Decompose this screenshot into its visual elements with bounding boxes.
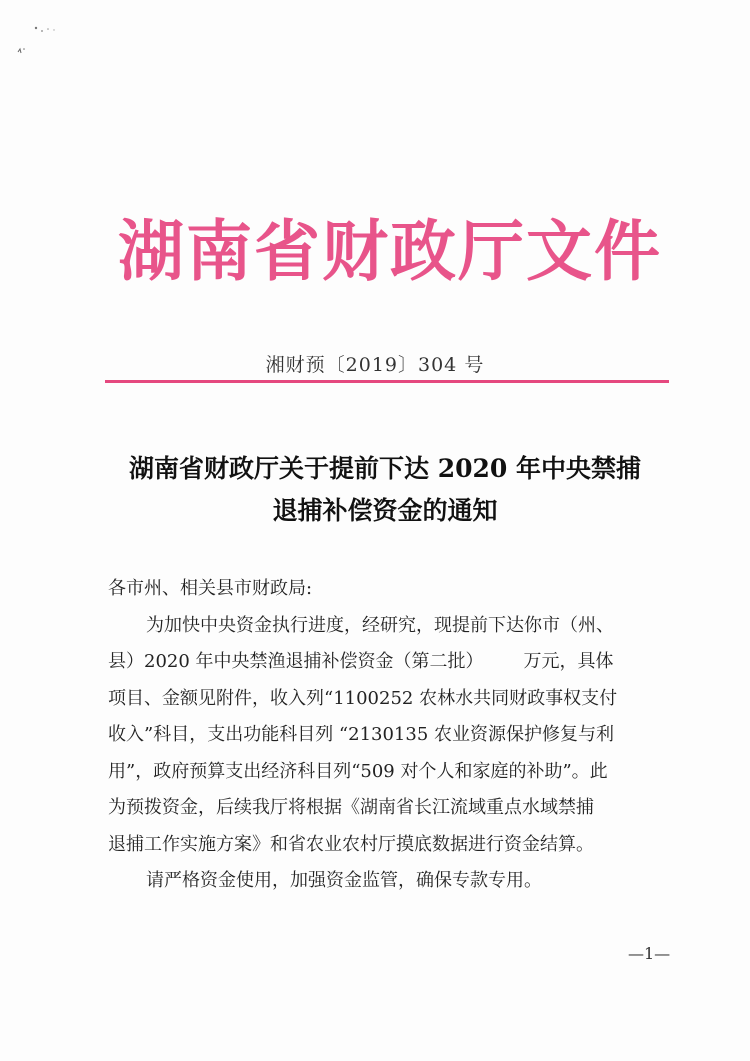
notice-body	[108, 571, 668, 900]
paragraph-1-line-7: 退捕工作实施方案》和省农业农村厅摸底数据进行资金结算。	[108, 833, 594, 855]
document-number: 湘财预〔2019〕304 号	[265, 354, 485, 376]
page-number: —1—	[628, 944, 671, 963]
paragraph-1-line-5: 用”，政府预算支出经济科目列“509 对个人和家庭的补助”。此	[108, 760, 608, 782]
addressee: 各市州、相关县市财政局:	[108, 578, 313, 599]
paragraph-1-line-3: 项目、金额见附件，收入列“1100252 农林水共同财政事权支付	[108, 687, 618, 709]
notice-title-line-1: 湖南省财政厅关于提前下达 2020 年中央禁捕	[129, 454, 641, 483]
paragraph-1-line-4: 收入”科目，支出功能科目列 “2130135 农业资源保护修复与利	[108, 724, 615, 745]
paragraph-1-line-1: 为加快中央资金执行进度，经研究，现提前下达你市（州、	[146, 614, 614, 636]
paragraph-2: 请严格资金使用，加强资金监管，确保专款专用。	[146, 870, 542, 891]
paragraph-1-line-2-part-a: 县）2020 年中央禁渔退捕补偿资金（第二批）	[108, 651, 484, 672]
paragraph-1-line-2	[108, 644, 668, 681]
issuer-banner: 湖南省财政厅文件	[118, 213, 662, 290]
notice-title	[80, 448, 690, 532]
scan-artifact-marks	[14, 22, 74, 62]
paragraph-1-line-6: 为预拨资金，后续我厅将根据《湖南省长江流域重点水域禁捕	[108, 797, 594, 818]
paragraph-1-line-2-part-b: 万元，具体	[523, 651, 614, 672]
red-divider-line	[105, 380, 669, 383]
notice-title-line-2: 退捕补偿资金的通知	[272, 496, 498, 525]
